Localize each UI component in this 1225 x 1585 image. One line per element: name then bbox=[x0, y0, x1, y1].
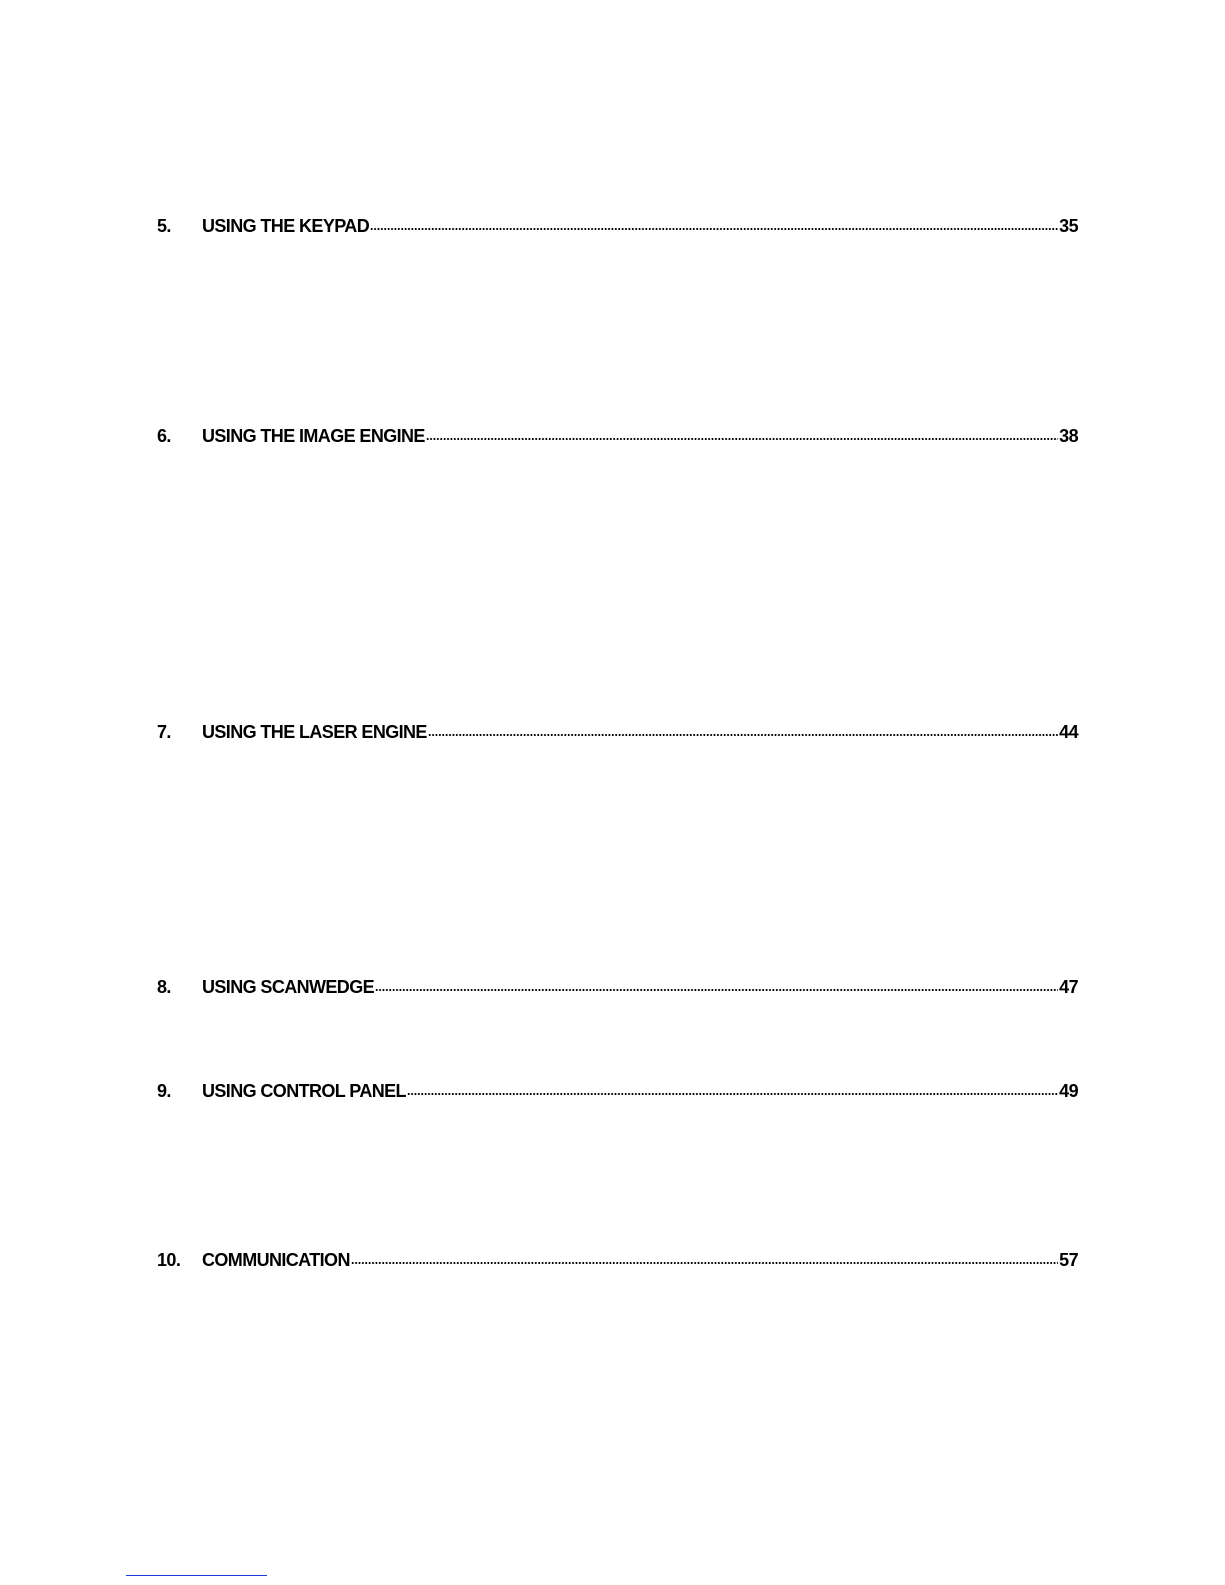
toc-entry-title[interactable]: USING THE KEYPAD bbox=[202, 216, 370, 236]
toc-entry-number: 8. bbox=[157, 977, 171, 997]
toc-entry-number: 6. bbox=[157, 426, 171, 446]
toc-entry-page[interactable]: 47 bbox=[1059, 977, 1078, 997]
toc-entry-title[interactable]: USING SCANWEDGE bbox=[202, 977, 375, 997]
toc-entry-title[interactable]: USING THE LASER ENGINE bbox=[202, 722, 427, 742]
toc-entry-number: 9. bbox=[157, 1081, 171, 1101]
toc-dot-leader bbox=[428, 734, 1058, 736]
toc-dot-leader bbox=[375, 989, 1058, 991]
toc-entry-page[interactable]: 44 bbox=[1059, 722, 1078, 742]
toc-entry-scanwedge[interactable] bbox=[157, 973, 1078, 997]
toc-entry-title[interactable]: USING CONTROL PANEL bbox=[202, 1081, 406, 1101]
toc-entry-page[interactable]: 49 bbox=[1059, 1081, 1078, 1101]
toc-dot-leader bbox=[426, 438, 1058, 440]
toc-dot-leader bbox=[351, 1262, 1058, 1264]
footnote-separator bbox=[126, 1575, 267, 1576]
toc-entry-control-panel[interactable] bbox=[157, 1077, 1078, 1101]
toc-entry-number: 10. bbox=[157, 1250, 181, 1270]
toc-entry-keypad[interactable] bbox=[157, 212, 1078, 236]
toc-entry-communication[interactable] bbox=[157, 1246, 1078, 1270]
toc-entry-image-engine[interactable] bbox=[157, 422, 1078, 446]
toc-entry-page[interactable]: 57 bbox=[1059, 1250, 1078, 1270]
toc-entry-page[interactable]: 38 bbox=[1059, 426, 1078, 446]
toc-entry-title[interactable]: COMMUNICATION bbox=[202, 1250, 350, 1270]
toc-entry-number: 7. bbox=[157, 722, 171, 742]
toc-entry-number: 5. bbox=[157, 216, 171, 236]
toc-entry-title[interactable]: USING THE IMAGE ENGINE bbox=[202, 426, 425, 446]
toc-entry-laser-engine[interactable] bbox=[157, 718, 1078, 742]
toc-dot-leader bbox=[370, 228, 1058, 230]
toc-dot-leader bbox=[407, 1093, 1058, 1095]
toc-entry-page[interactable]: 35 bbox=[1059, 216, 1078, 236]
